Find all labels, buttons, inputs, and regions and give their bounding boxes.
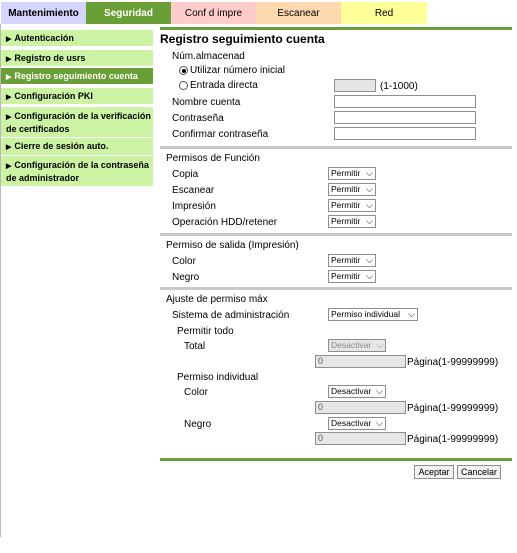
admin-system-label: Sistema de administración [172,310,290,321]
individual-color-value: Desactivar [331,386,372,396]
sidebar-item-cierre-sesion[interactable] [1,138,153,155]
sidebar-item-configuracion-pki[interactable] [1,88,153,104]
hdd-permission-select[interactable] [328,215,376,228]
chevron-down-icon: ⌵ [366,216,373,226]
copy-permission-value: Permitir [331,168,361,178]
sidebar-item-autenticacion[interactable] [1,30,153,46]
output-perm-heading: Permiso de salida (Impresión) [166,240,299,251]
function-perms-heading: Permisos de Función [166,153,260,164]
chevron-down-icon: ⌵ [366,255,373,265]
triangle-right-icon: ▶ [6,94,12,101]
password-label: Contraseña [172,113,224,124]
individual-black-value: Desactivar [331,418,372,428]
accept-button[interactable]: Aceptar [414,465,454,479]
triangle-right-icon: ▶ [6,114,12,121]
direct-entry-input[interactable] [334,79,376,92]
scan-permission-value: Permitir [331,184,361,194]
chevron-down-icon: ⌵ [376,418,383,428]
chevron-down-icon: ⌵ [376,340,383,350]
top-tab-bar [0,2,517,24]
scan-label: Escanear [172,185,215,196]
tab-red[interactable]: Red [341,2,427,24]
direct-entry-range: (1-1000) [380,81,418,92]
black-pages-range: Página(1-99999999) [407,434,499,445]
print-permission-value: Permitir [331,200,361,210]
account-name-label: Nombre cuenta [172,97,241,108]
tab-seguridad[interactable]: Seguridad [86,2,171,24]
sidebar [1,24,153,537]
total-pages-input[interactable]: 0 [315,355,406,368]
section-divider [160,287,512,290]
tab-escanear[interactable]: Escanear [256,2,341,24]
allow-all-label: Permitir todo [177,326,234,337]
output-black-label: Negro [172,272,200,283]
total-pages-range: Página(1-99999999) [407,357,499,368]
chevron-down-icon: ⌵ [366,271,373,281]
confirm-password-input[interactable] [334,127,476,140]
individual-color-select[interactable] [328,385,386,398]
radio-direct-entry-label: Entrada directa [190,80,258,91]
chevron-down-icon: ⌵ [366,200,373,210]
sidebar-item-contrasena-administrador[interactable] [1,156,153,186]
sidebar-item-label: Registro de usrs [14,53,86,63]
individual-black-label: Negro [184,419,212,430]
print-permission-select[interactable] [328,199,376,212]
chevron-down-icon: ⌵ [366,184,373,194]
sidebar-item-verificacion-certificados[interactable] [1,107,153,137]
section-divider [160,146,512,149]
output-color-select[interactable] [328,254,376,267]
account-name-input[interactable] [334,95,476,108]
chevron-down-icon: ⌵ [376,386,383,396]
radio-use-initial-number[interactable] [179,66,188,75]
individual-color-label: Color [184,387,208,398]
sidebar-item-label: Autenticación [14,33,74,43]
copy-permission-select[interactable] [328,167,376,180]
hdd-permission-value: Permitir [331,216,361,226]
admin-system-select[interactable] [328,308,418,321]
sidebar-item-registro-usrs[interactable] [1,50,153,66]
output-black-select[interactable] [328,270,376,283]
total-select-value: Desactivar [331,340,372,350]
output-color-value: Permitir [331,255,361,265]
page-title: Registro seguimiento cuenta [160,32,325,46]
triangle-right-icon: ▶ [6,144,12,151]
sidebar-item-label: Configuración de la verificación de certificados [6,111,151,134]
triangle-right-icon: ▶ [6,163,12,170]
hdd-label: Operación HDD/retener [172,217,278,228]
triangle-right-icon: ▶ [6,36,12,43]
section-divider [160,233,512,236]
admin-system-value: Permiso individual [331,309,400,319]
total-label: Total [184,341,206,352]
main-panel [160,24,512,544]
total-select[interactable] [328,339,386,352]
sidebar-item-registro-seguimiento-cuenta[interactable] [1,68,153,84]
sidebar-item-label: Configuración PKI [14,91,93,101]
triangle-right-icon: ▶ [6,74,12,81]
bottom-divider [160,458,512,461]
triangle-right-icon: ▶ [6,56,12,63]
chevron-down-icon: ⌵ [408,309,415,319]
individual-perm-label: Permiso individual [177,372,259,383]
cancel-button[interactable]: Cancelar [457,465,501,479]
copy-label: Copia [172,169,199,180]
tab-mantenimiento[interactable]: Mantenimiento [1,2,86,24]
password-input[interactable] [334,111,476,124]
sidebar-item-label: Registro seguimiento cuenta [14,71,138,81]
sidebar-item-label: Cierre de sesión auto. [14,141,109,151]
output-black-value: Permitir [331,271,361,281]
radio-direct-entry[interactable] [179,81,188,90]
print-label: Impresión [172,201,216,212]
sidebar-item-label: Configuración de la contraseña de administrador [6,160,149,183]
individual-black-select[interactable] [328,417,386,430]
black-pages-input[interactable]: 0 [315,432,406,445]
chevron-down-icon: ⌵ [366,168,373,178]
confirm-password-label: Confirmar contraseña [172,129,269,140]
color-pages-input[interactable]: 0 [315,401,406,414]
output-color-label: Color [172,256,196,267]
radio-use-initial-number-label: Utilizar número inicial [190,65,286,76]
storage-label: Núm.almacenad [172,51,245,62]
top-divider [160,27,512,30]
color-pages-range: Página(1-99999999) [407,403,499,414]
tab-conf-impre[interactable]: Conf d impre [171,2,256,24]
scan-permission-select[interactable] [328,183,376,196]
max-perm-heading: Ajuste de permiso máx [166,294,268,305]
